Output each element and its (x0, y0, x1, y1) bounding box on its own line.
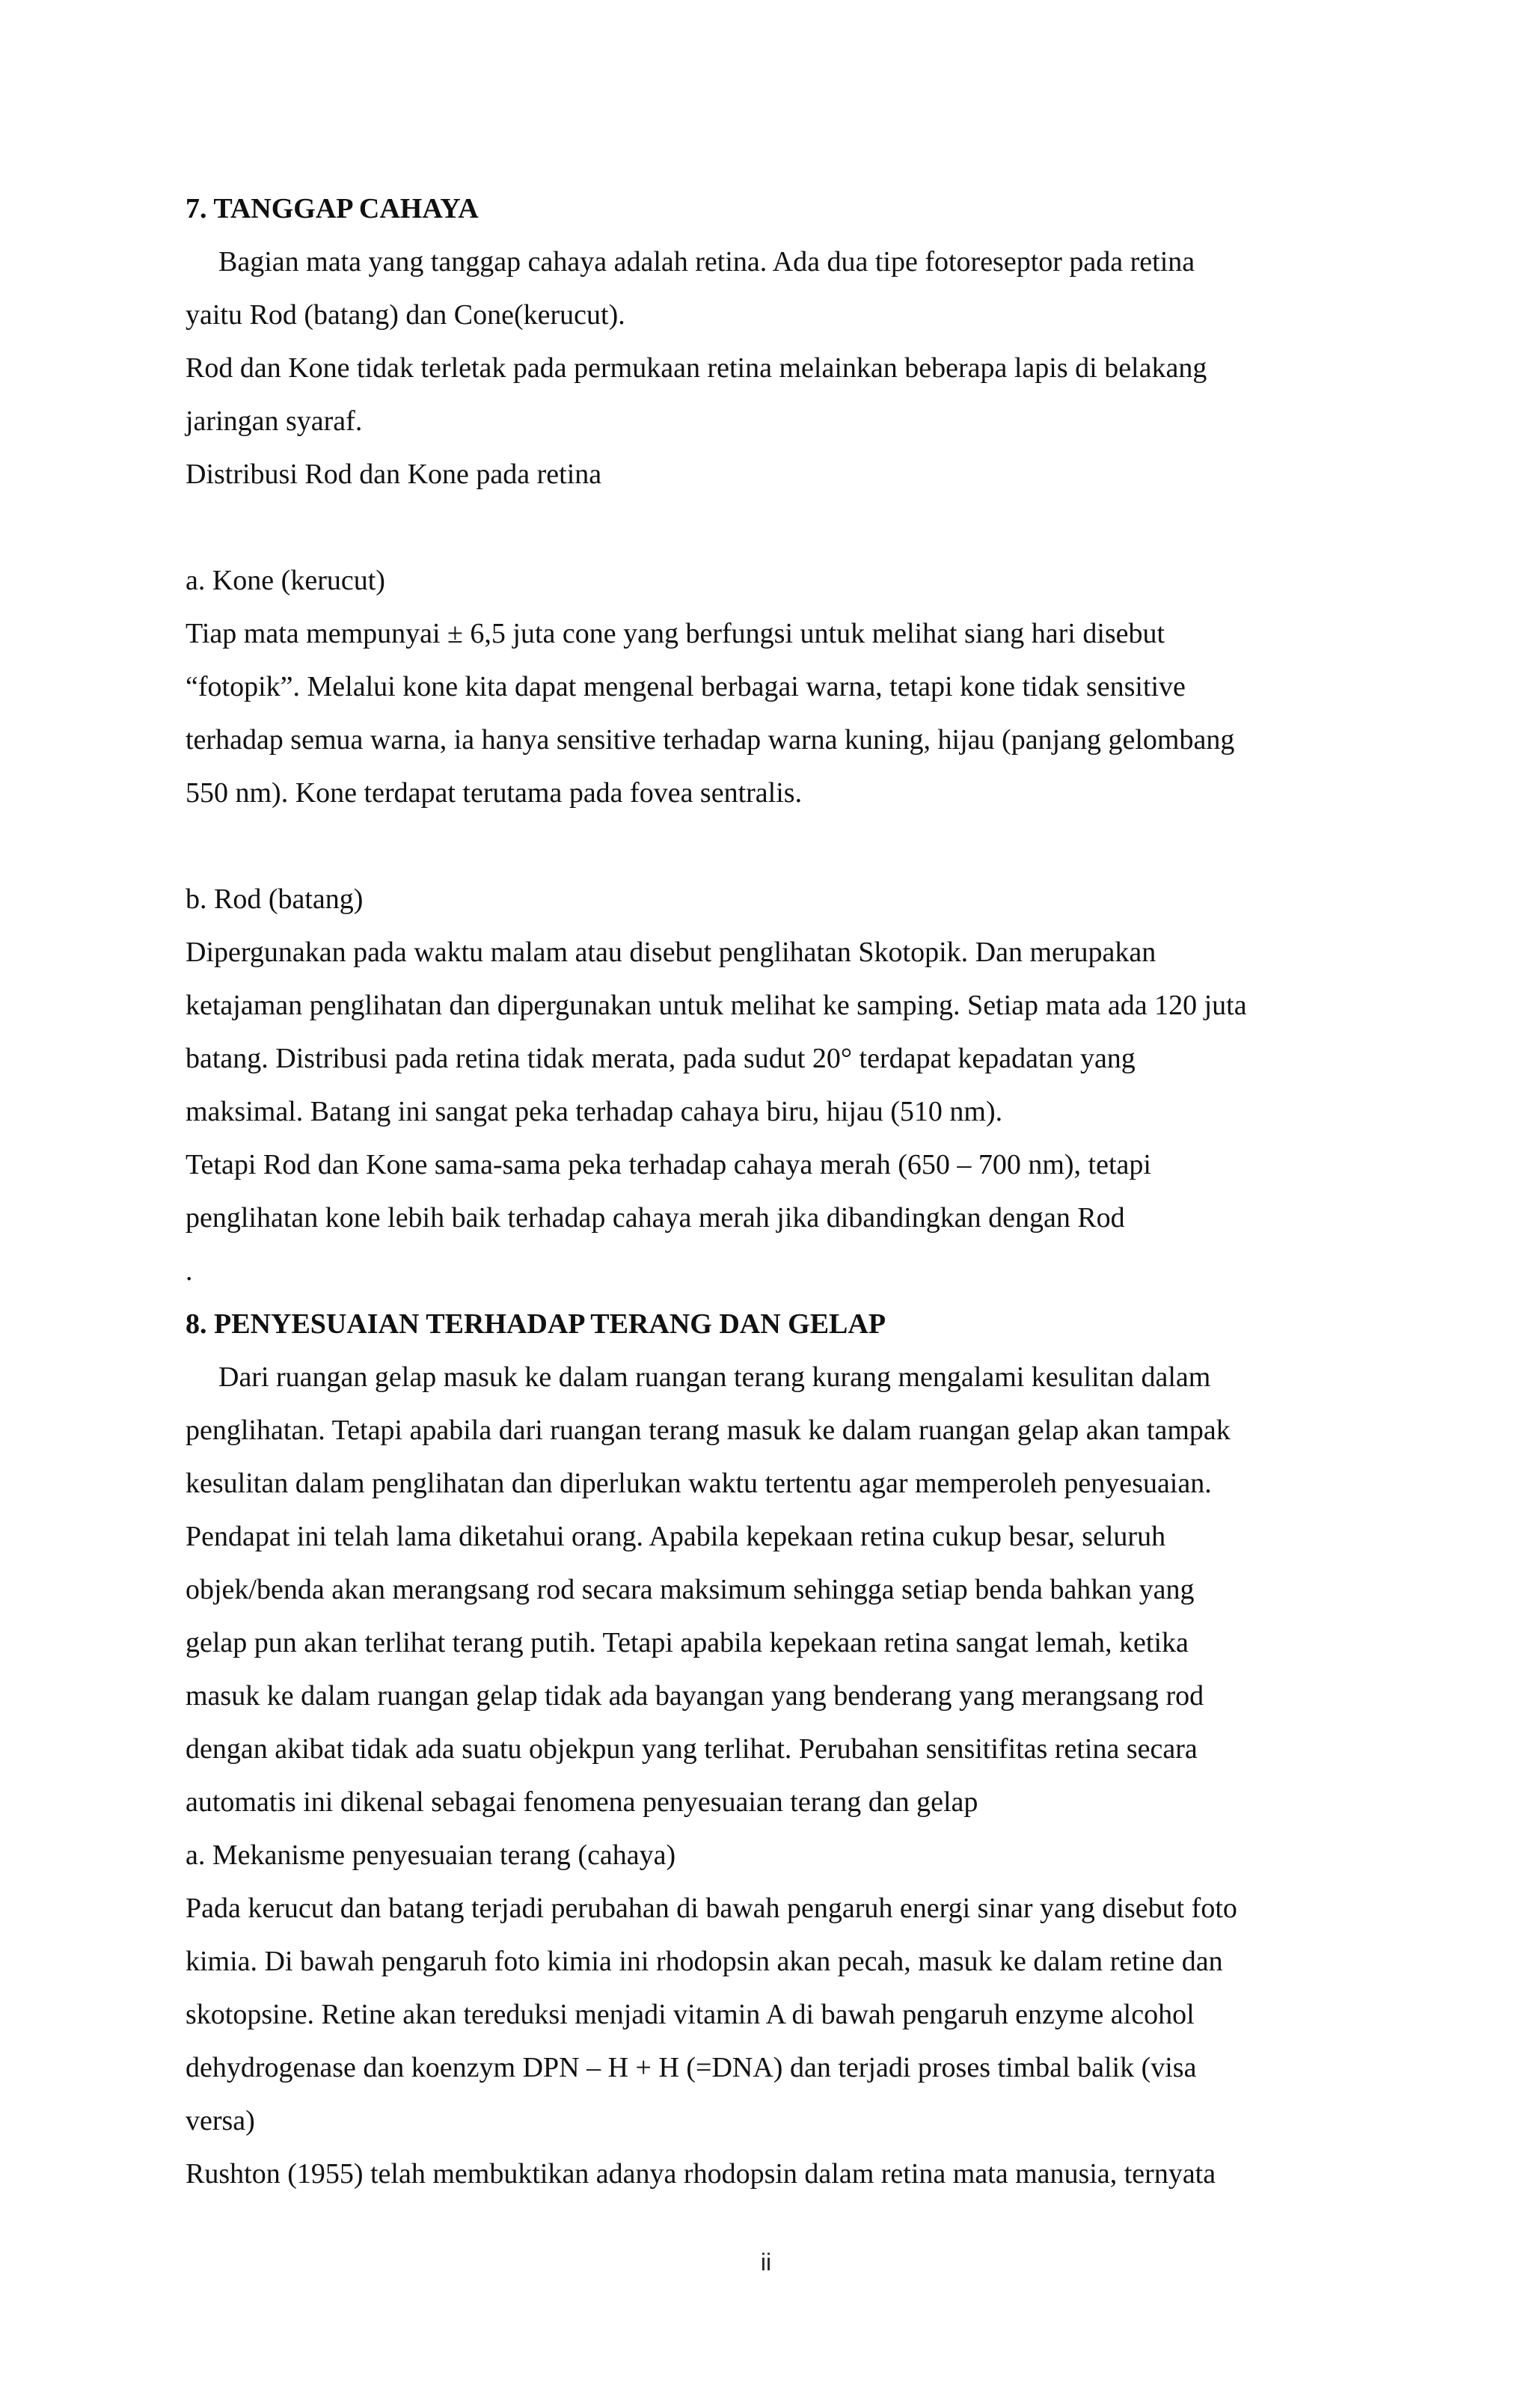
section-8-intro-line: kesulitan dalam penglihatan dan diperlukan waktu tertentu agar memperoleh penyesuaian. (186, 1468, 1212, 1499)
kone-paragraph-line: 550 nm). Kone terdapat terutama pada fovea sentralis. (186, 777, 803, 809)
section-8-intro-line: Pendapat ini telah lama diketahui orang. Apabila kepekaan retina cukup besar, seluruh (186, 1521, 1166, 1552)
rod-paragraph-line: Dipergunakan pada waktu malam atau disebut penglihatan Skotopik. Dan merupakan (186, 937, 1156, 968)
page-content (186, 183, 1367, 2201)
paragraph-gap (186, 501, 1367, 554)
rod-paragraph-line: . (186, 1255, 193, 1287)
section-8-heading: 8. PENYESUAIAN TERHADAP TERANG DAN GELAP (186, 1308, 886, 1340)
section-7-intro-line: yaitu Rod (batang) dan Cone(kerucut). (186, 299, 625, 331)
mekanisme-paragraph-line: versa) (186, 2105, 255, 2136)
rod-paragraph-line: Tetapi Rod dan Kone sama-sama peka terhadap cahaya merah (650 – 700 nm), tetapi (186, 1149, 1151, 1180)
section-7-intro-line: Rod dan Kone tidak terletak pada permukaan retina melainkan beberapa lapis di belakang (186, 352, 1207, 384)
section-7-heading: 7. TANGGAP CAHAYA (186, 193, 479, 224)
rod-paragraph-line: batang. Distribusi pada retina tidak merata, pada sudut 20° terdapat kepadatan yang (186, 1043, 1136, 1074)
mekanisme-paragraph-line: Rushton (1955) telah membuktikan adanya rhodopsin dalam retina mata manusia, ternyata (186, 2158, 1216, 2190)
kone-subheading: a. Kone (kerucut) (186, 565, 385, 596)
section-7-intro-line: Distribusi Rod dan Kone pada retina (186, 459, 602, 490)
paragraph-gap (186, 820, 1367, 873)
rod-paragraph-line: maksimal. Batang ini sangat peka terhadap cahaya biru, hijau (510 nm). (186, 1096, 1003, 1127)
section-8-intro-line: gelap pun akan terlihat terang putih. Tetapi apabila kepekaan retina sangat lemah, ketika (186, 1627, 1189, 1658)
kone-paragraph-line: Tiap mata mempunyai ± 6,5 juta cone yang berfungsi untuk melihat siang hari disebut (186, 618, 1165, 649)
rod-subheading: b. Rod (batang) (186, 883, 364, 915)
mekanisme-subheading: a. Mekanisme penyesuaian terang (cahaya) (186, 1839, 676, 1871)
section-8-intro-line: penglihatan. Tetapi apabila dari ruangan terang masuk ke dalam ruangan gelap akan tampak (186, 1415, 1231, 1446)
section-7-intro-line: Bagian mata yang tanggap cahaya adalah retina. Ada dua tipe fotoreseptor pada retina (218, 246, 1195, 278)
section-8-intro-line: objek/benda akan merangsang rod secara maksimum sehingga setiap benda bahkan yang (186, 1574, 1195, 1605)
section-7-intro-line: jaringan syaraf. (186, 405, 363, 437)
kone-paragraph-line: “fotopik”. Melalui kone kita dapat mengenal berbagai warna, tetapi kone tidak sensitive (186, 671, 1186, 702)
rod-paragraph-line: ketajaman penglihatan dan dipergunakan untuk melihat ke samping. Setiap mata ada 120 juta (186, 990, 1247, 1021)
section-8-intro-line: masuk ke dalam ruangan gelap tidak ada bayangan yang benderang yang merangsang rod (186, 1680, 1204, 1712)
page-number: ii (760, 2249, 772, 2276)
mekanisme-paragraph-line: Pada kerucut dan batang terjadi perubahan di bawah pengaruh energi sinar yang disebut foto (186, 1893, 1237, 1924)
mekanisme-paragraph-line: kimia. Di bawah pengaruh foto kimia ini rhodopsin akan pecah, masuk ke dalam retine dan (186, 1946, 1223, 1977)
kone-paragraph-line: terhadap semua warna, ia hanya sensitive terhadap warna kuning, hijau (panjang gelombang (186, 724, 1235, 756)
rod-paragraph-line: penglihatan kone lebih baik terhadap cahaya merah jika dibandingkan dengan Rod (186, 1202, 1125, 1234)
section-8-intro-line: dengan akibat tidak ada suatu objekpun yang terlihat. Perubahan sensitifitas retina secara (186, 1733, 1198, 1765)
mekanisme-paragraph-line: skotopsine. Retine akan tereduksi menjadi vitamin A di bawah pengaruh enzyme alcohol (186, 1999, 1195, 2030)
section-8-intro-line: Dari ruangan gelap masuk ke dalam ruangan terang kurang mengalami kesulitan dalam (218, 1361, 1211, 1393)
section-8-intro-line: automatis ini dikenal sebagai fenomena penyesuaian terang dan gelap (186, 1786, 978, 1818)
mekanisme-paragraph-line: dehydrogenase dan koenzym DPN – H + H (=DNA) dan terjadi proses timbal balik (visa (186, 2052, 1197, 2083)
